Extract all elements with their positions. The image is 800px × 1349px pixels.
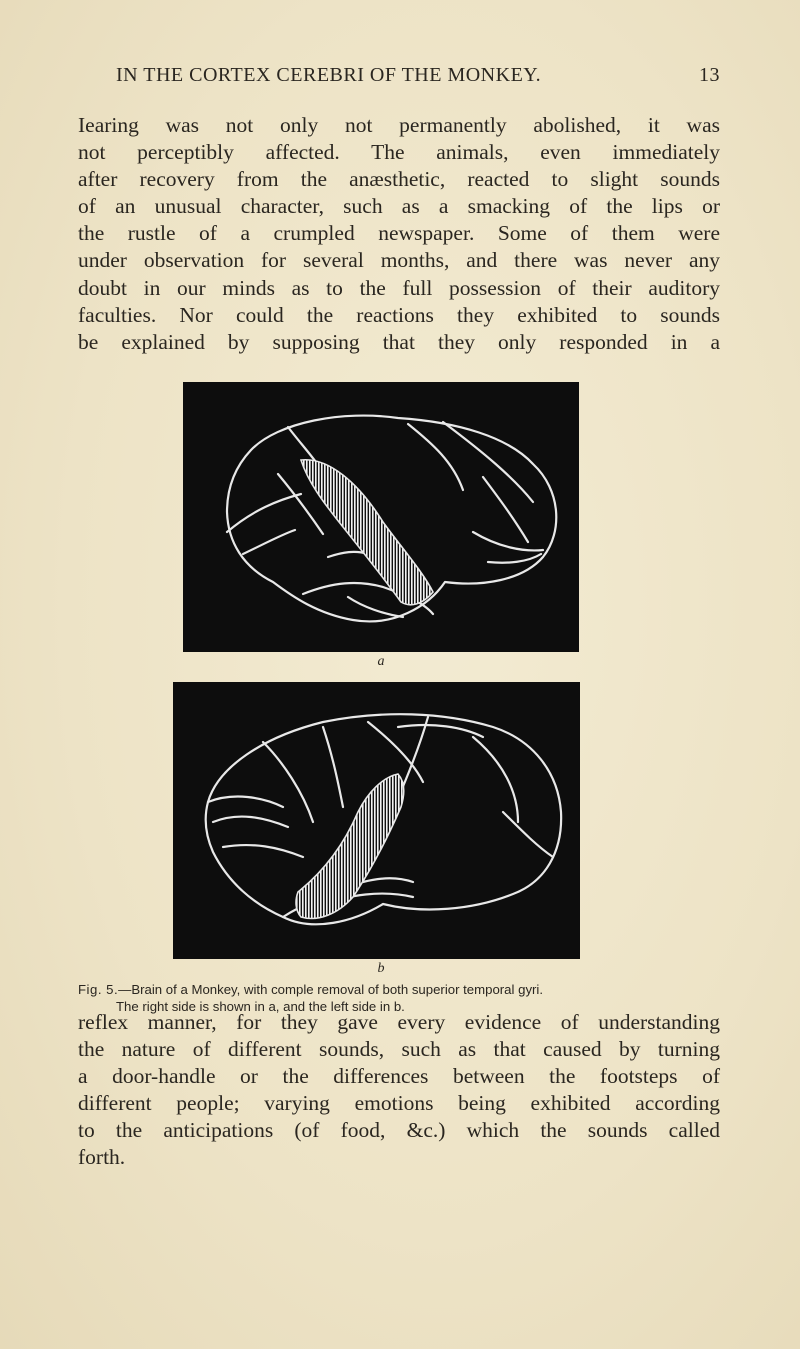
brain-figure-left-side (173, 682, 580, 959)
lesion-area (296, 774, 404, 918)
text-line: the nature of different sounds, such as that caused by turning (78, 1037, 720, 1062)
caption-text: —Brain of a Monkey, with comple removal of both superior temporal gyri. (118, 982, 544, 997)
text-line: reflex manner, for they gave every evidence of understanding (78, 1010, 720, 1034)
brain-drawing-a (183, 382, 579, 652)
caption-line-1 (78, 981, 720, 998)
text-line: the rustle of a crumpled newspaper. Some of them were (78, 221, 720, 246)
page-number: 13 (699, 64, 720, 86)
text-line: forth. (78, 1145, 126, 1170)
text-line: a door-handle or the differences between the footsteps of (78, 1064, 720, 1089)
running-head-title: IN THE CORTEX CEREBRI OF THE MONKEY. (116, 64, 542, 86)
text-line: after recovery from the anæsthetic, reacted to slight sounds (78, 167, 720, 192)
brain-drawing-b (173, 682, 580, 959)
figure-label-b: b (377, 961, 385, 976)
text-line: Iearing was not only not permanently abolished, it was (78, 113, 720, 137)
text-line: of an unusual character, such as a smacking of the lips or (78, 194, 720, 219)
figure-number: Fig. 5. (78, 982, 119, 997)
text-line: to the anticipations (of food, &c.) which the sounds called (78, 1118, 720, 1143)
paragraph-bottom (78, 1009, 720, 1172)
text-line: not perceptibly affected. The animals, even immediately (78, 140, 720, 165)
paragraph-top (78, 112, 720, 356)
brain-figure-right-side (183, 382, 579, 652)
figure-label-a: a (377, 654, 385, 669)
caption-line-2: The right side is shown in a, and the left side in b. (116, 999, 405, 1014)
text-line: doubt in our minds as to the full possession of their auditory (78, 275, 720, 300)
text-line: different people; varying emotions being exhibited according (78, 1091, 720, 1116)
text-line: faculties. Nor could the reactions they exhibited to sounds (78, 302, 720, 327)
text-line: be explained by supposing that they only responded in a (78, 329, 720, 354)
text-line: under observation for several months, and there was never any (78, 248, 720, 273)
